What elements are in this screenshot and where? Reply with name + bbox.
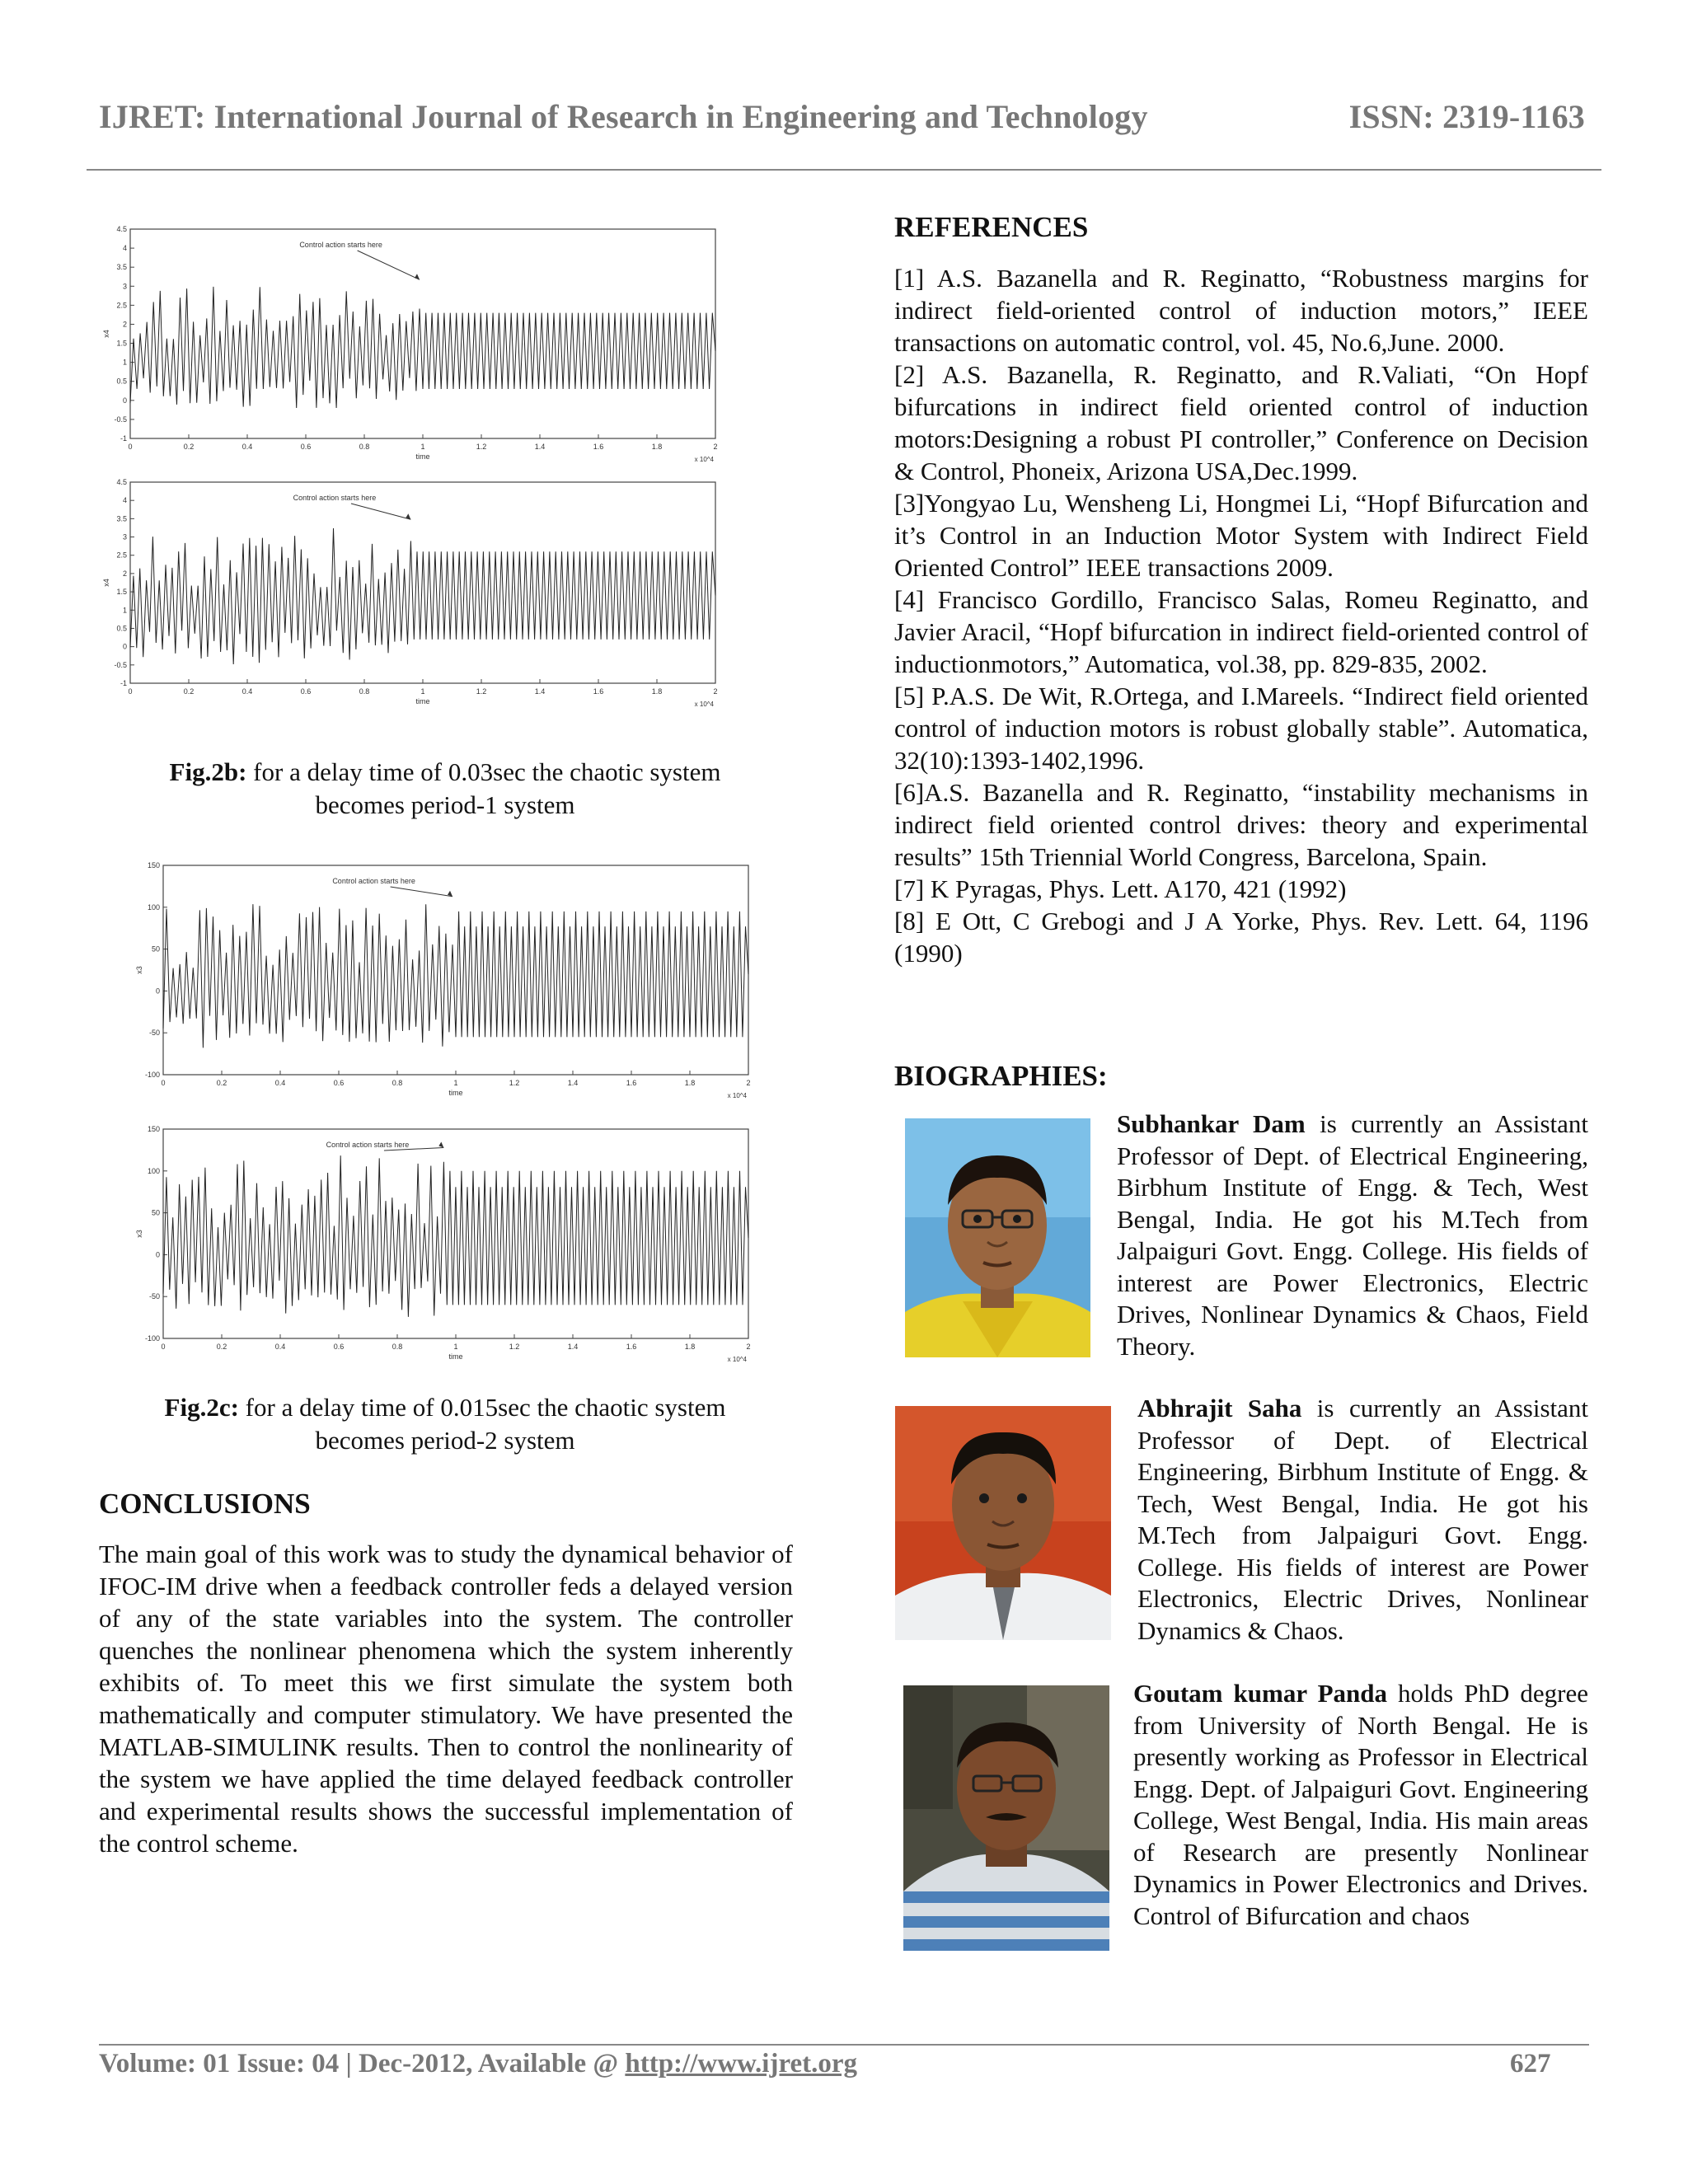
bio-text: holds PhD degree from University of North Bengal. He is presently working as Professor in Electrical Engg. Dept. of Jalpaiguri Govt. Engineering College, West Bengal, India. His main areas of Research are presently Nonlinear Dynamics in Power Electronics and Drives. Control of Bifurcation and chaos [1133, 1679, 1589, 1930]
plot-frame [130, 482, 715, 683]
annotation-label: Control action starts here [293, 494, 377, 502]
x-axis-label: time [448, 1089, 463, 1097]
y-tick-label: 3.5 [116, 263, 127, 272]
y-tick-label: -100 [144, 1071, 160, 1079]
conclusions-heading: CONCLUSIONS [99, 1488, 311, 1520]
footer-volume [99, 2049, 857, 2079]
reference-item: [2] A.S. Bazanella, R. Reginatto, and R.Valiati, “On Hopf bifurcations in indirect field oriented control of induction motors:Designing a robust PI controller,” Conference on Decision & Control, Phoneix, Arizona USA,Dec.1999. [894, 360, 1588, 485]
x-tick-label: 0 [161, 1343, 166, 1351]
y-axis-label: x4 [102, 579, 110, 587]
x-tick-label: 1.6 [593, 687, 604, 696]
y-tick-label: -0.5 [114, 415, 127, 424]
y-tick-label: 4 [122, 244, 127, 253]
figure-2c-caption-text: for a delay time of 0.015sec the chaotic system becomes period-2 system [238, 1393, 726, 1455]
x-tick-label: 0.6 [300, 687, 312, 696]
figure-2b-caption-text: for a delay time of 0.03sec the chaotic system becomes period-1 system [246, 757, 721, 819]
y-axis-label: x3 [135, 966, 143, 974]
x-tick-label: 1 [453, 1343, 458, 1351]
y-tick-label: -1 [120, 679, 127, 687]
x-tick-label: 1.8 [684, 1079, 696, 1087]
bio-goutam-kumar-panda [1133, 1678, 1588, 1932]
y-tick-label: 1.5 [116, 588, 127, 597]
reference-item: [5] P.A.S. De Wit, R.Ortega, and I.Mareels. “Indirect field oriented control of induction motors is robust globally stable”. Automatica, 32(10):1393-1402,1996. [894, 682, 1588, 775]
references-heading: REFERENCES [894, 211, 1089, 243]
x-tick-label: 1.4 [567, 1343, 579, 1351]
page-number: 627 [1510, 2049, 1551, 2079]
y-tick-label: -50 [148, 1292, 160, 1301]
figure-2b-label: Fig.2b: [169, 757, 247, 786]
figure-2b-bottom-plot [99, 474, 725, 713]
x-tick-label: 2 [746, 1343, 751, 1351]
footer-text: Volume: 01 Issue: 04 | Dec-2012, Available @ [99, 2049, 626, 2079]
x-tick-label: 0.8 [392, 1343, 403, 1351]
y-tick-label: 0.5 [116, 377, 127, 386]
biographies-heading: BIOGRAPHIES: [894, 1060, 1108, 1092]
bio-name: Subhankar Dam [1117, 1109, 1306, 1138]
x-tick-label: 0.6 [333, 1079, 345, 1087]
y-tick-label: 2 [122, 320, 127, 329]
figure-2b-caption [124, 756, 767, 822]
x-tick-label: 1.4 [534, 687, 546, 696]
y-tick-label: 1.5 [116, 339, 127, 348]
bio-name: Goutam kumar Panda [1133, 1679, 1387, 1708]
reference-item: [7] K Pyragas, Phys. Lett. A170, 421 (1992) [894, 874, 1347, 903]
journal-title: IJRET: International Journal of Research in Engineering and Technology [99, 98, 1148, 135]
header-rule [87, 169, 1601, 171]
y-tick-label: -0.5 [114, 660, 127, 669]
x-tick-label: 1.4 [534, 443, 546, 451]
x-tick-label: 0.2 [216, 1079, 227, 1087]
conclusions-text: The main goal of this work was to study the dynamical behavior of IFOC-IM drive when a feedback controller feds a delayed version of any of the state variables into the system. The controller quenches the nonlinear phenomena which the system inherently exhibits of. To meet this we first simulate the system both mathematically and computer stimulatory. We have presented the MATLAB-SIMULINK results. Then to control the nonlinearity of the system we have applied the time delayed feedback controller and experimental results shows the successful implementation of the control scheme. [99, 1540, 793, 1858]
abhrajit-saha-photo [895, 1406, 1111, 1640]
x-tick-label: 0.2 [183, 687, 195, 696]
bio-text: is currently an Assistant Professor of Dept. of Electrical Engineering, Birbhum Institute of Engg. & Tech, West Bengal, India. He got his M.Tech from Jalpaiguri Govt. Engg. College. His fields of interest are Power Electronics, Electric Drives, Nonlinear Dynamics & Chaos, Field Theory. [1117, 1109, 1589, 1361]
x-tick-label: 1.2 [476, 443, 487, 451]
reference-item: [4] Francisco Gordillo, Francisco Salas, Romeu Reginatto, and Javier Aracil, “Hopf bifurcation in indirect field-oriented control of inductionmotors,” Automatica, vol.38, pp. 829-835, 2002. [894, 585, 1588, 678]
x-axis-multiplier: x 10^4 [694, 456, 714, 463]
y-tick-label: 0 [155, 987, 160, 996]
x-tick-label: 1.8 [651, 687, 663, 696]
x-tick-label: 1.8 [651, 443, 663, 451]
x-tick-label: 2 [713, 443, 718, 451]
y-tick-label: 50 [151, 944, 160, 954]
x-axis-label: time [415, 697, 430, 705]
x-tick-label: 0.8 [359, 443, 370, 451]
y-tick-label: 2.5 [116, 301, 127, 310]
figure-2c-top-plot [132, 857, 758, 1104]
y-tick-label: 2 [122, 569, 127, 578]
figure-2c-top-svg [132, 857, 758, 1104]
y-tick-label: 0 [155, 1250, 160, 1259]
annotation-label: Control action starts here [299, 241, 382, 249]
x-tick-label: 0.4 [241, 687, 253, 696]
x-tick-label: 0 [161, 1079, 166, 1087]
x-axis-multiplier: x 10^4 [727, 1092, 747, 1099]
x-tick-label: 1.2 [476, 687, 487, 696]
subhankar-dam-photo [905, 1118, 1090, 1357]
bio-name: Abhrajit Saha [1137, 1394, 1302, 1422]
x-tick-label: 0.8 [359, 687, 370, 696]
journal-website-link[interactable]: http://www.ijret.org [625, 2049, 858, 2079]
figure-2c-label: Fig.2c: [164, 1393, 239, 1422]
reference-item: [3]Yongyao Lu, Wensheng Li, Hongmei Li, “Hopf Bifurcation and it’s Control in an Induction Motor System with Indirect Field Oriented Control” IEEE transactions 2009. [894, 489, 1588, 582]
reference-item: [6]A.S. Bazanella and R. Reginatto, “instability mechanisms in indirect field oriented control drives: theory and experimental results” 15th Triennial World Congress, Barcelona, Spain. [894, 778, 1588, 871]
y-tick-label: 150 [147, 1125, 160, 1133]
y-tick-label: 1 [122, 606, 127, 615]
x-tick-label: 0.2 [183, 443, 195, 451]
bio-subhankar-dam [1117, 1108, 1588, 1362]
y-tick-label: -100 [144, 1334, 160, 1343]
y-tick-label: 3.5 [116, 514, 127, 523]
y-tick-label: -50 [148, 1029, 160, 1038]
bio-text: is currently an Assistant Professor of Dept. of Electrical Engineering, Birbhum Institute of Engg. & Tech, West Bengal, India. He got his M.Tech from Jalpaiguri Govt. Engg. College. His fields of interest are Power Electronics, Electric Drives, Nonlinear Dynamics & Chaos. [1137, 1394, 1588, 1645]
x-tick-label: 0.2 [216, 1343, 227, 1351]
y-tick-label: 150 [147, 861, 160, 869]
y-tick-label: -1 [120, 434, 127, 443]
x-tick-label: 1 [453, 1079, 458, 1087]
figure-2c-bottom-svg [132, 1121, 758, 1368]
reference-item: [1] A.S. Bazanella and R. Reginatto, “Robustness margins for indirect field-oriented control of induction motors,” IEEE transactions on automatic control, vol. 45, No.6,June. 2000. [894, 264, 1588, 357]
x-tick-label: 1.6 [626, 1079, 637, 1087]
goutam-kumar-panda-photo [903, 1685, 1109, 1951]
annotation-label: Control action starts here [326, 1141, 410, 1149]
y-tick-label: 100 [147, 1166, 160, 1175]
x-tick-label: 0 [128, 443, 133, 451]
footer-rule [99, 2044, 1589, 2046]
y-tick-label: 0.5 [116, 624, 127, 633]
y-tick-label: 2.5 [116, 551, 127, 560]
y-tick-label: 3 [122, 532, 127, 541]
figure-2c-caption [124, 1391, 767, 1457]
x-tick-label: 0.6 [333, 1343, 345, 1351]
x-tick-label: 0.4 [274, 1079, 286, 1087]
references-list [894, 262, 1588, 969]
y-tick-label: 4.5 [116, 225, 127, 233]
x-axis-multiplier: x 10^4 [694, 701, 714, 708]
x-axis-label: time [415, 452, 430, 461]
x-axis-multiplier: x 10^4 [727, 1356, 747, 1363]
x-tick-label: 0 [128, 687, 133, 696]
figure-2b-bottom-svg [99, 474, 725, 713]
x-tick-label: 1 [420, 687, 425, 696]
x-tick-label: 0.4 [274, 1343, 286, 1351]
y-tick-label: 100 [147, 902, 160, 912]
x-tick-label: 1.6 [626, 1343, 637, 1351]
annotation-label: Control action starts here [332, 877, 415, 885]
y-tick-label: 50 [151, 1208, 160, 1217]
figure-2b-top-svg [99, 221, 725, 468]
y-axis-label: x4 [102, 330, 110, 338]
x-tick-label: 0.6 [300, 443, 312, 451]
y-tick-label: 3 [122, 282, 127, 291]
y-tick-label: 4.5 [116, 478, 127, 486]
issn-label: ISSN: 2319-1163 [1348, 98, 1585, 135]
x-tick-label: 1 [420, 443, 425, 451]
y-axis-label: x3 [135, 1230, 143, 1238]
x-tick-label: 0.8 [392, 1079, 403, 1087]
x-axis-label: time [448, 1352, 463, 1361]
x-tick-label: 1.2 [509, 1343, 520, 1351]
y-tick-label: 1 [122, 358, 127, 367]
y-tick-label: 0 [122, 396, 127, 405]
figure-2c-bottom-plot [132, 1121, 758, 1368]
y-tick-label: 4 [122, 496, 127, 505]
x-tick-label: 2 [713, 687, 718, 696]
x-tick-label: 0.4 [241, 443, 253, 451]
bio-abhrajit-saha [1137, 1393, 1588, 1647]
x-tick-label: 1.2 [509, 1079, 520, 1087]
y-tick-label: 0 [122, 642, 127, 651]
reference-item: [8] E Ott, C Grebogi and J A Yorke, Phys. Rev. Lett. 64, 1196 (1990) [894, 907, 1588, 968]
x-tick-label: 1.4 [567, 1079, 579, 1087]
figure-2b-top-plot [99, 221, 725, 468]
x-tick-label: 2 [746, 1079, 751, 1087]
x-tick-label: 1.6 [593, 443, 604, 451]
x-tick-label: 1.8 [684, 1343, 696, 1351]
